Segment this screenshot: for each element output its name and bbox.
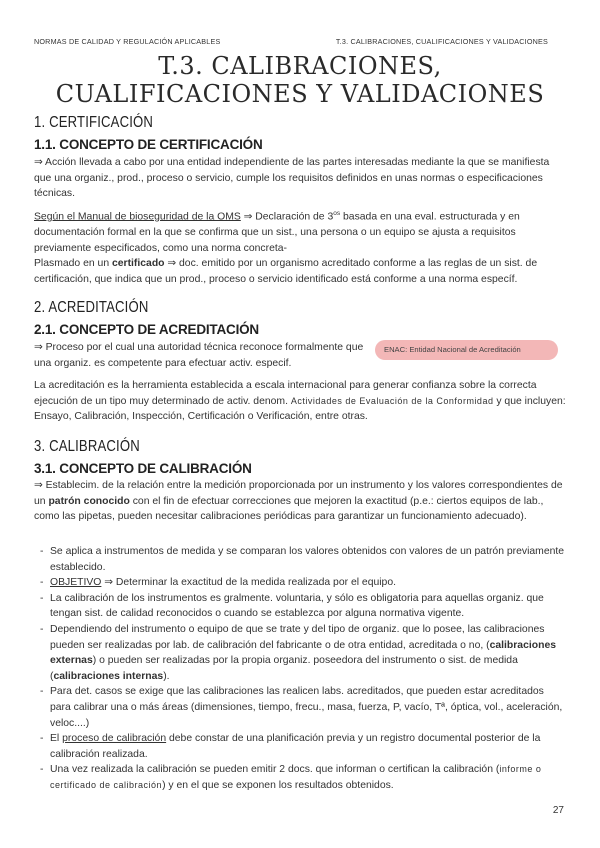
subsection-heading-concepto-acreditacion: 2.1. CONCEPTO DE ACREDITACIÓN: [34, 322, 259, 337]
objetivo-term: OBJETIVO: [50, 577, 102, 589]
paragraph-certificacion-definition: ⇒ Acción llevada a cabo por una entidad independiente de las partes interesadas mediante la que se manifiesta que una organiz., prod., proceso o servicio, cumple los requisitos definidos en unas normas o especificaciones técnicas.: [34, 157, 550, 200]
paragraph-acreditacion-herramienta: La acreditación es la herramienta establecida a escala internacional para generar confianza sobre la correcta ejecución de un tipo muy determinado de activ. denom. Actividades de Evaluación de la Conformidad y que incluyen: Ensayo, Calibración, Inspección, Certificación o Verificación, entre otras.: [34, 380, 566, 423]
list-item: - Una vez realizada la calibración se pueden emitir 2 docs. que informan o certifican la calibración (informe o certificado de calibración) y en el que se exponen los resultados obtenidos.: [34, 762, 566, 793]
paragraph-oms-definition: Según el Manual de bioseguridad de la OMS ⇒ Declaración de $3^{os}$ basada en una eval. estructurada y en documentación formal en la que se confirma que un sist., una persona o un equipo se ajusta a requisitos previamente especificados, como una norma concreta-: [34, 210, 520, 254]
list-item: - OBJETIVO ⇒ Determinar la exactitud de la medida realizada por el equipo.: [34, 575, 566, 591]
page-number: 27: [552, 805, 564, 816]
list-item: - Para det. casos se exige que las calibraciones las realicen labs. acreditados, que pueden estar acreditados para calibrar una o más áreas (dimensiones, tiempo, frecu., masa, fuerza, P, vacío, Tª, óptica, vol., aceleración, veloc....): [34, 684, 566, 731]
paragraph-calibracion-definition: ⇒ Establecim. de la relación entre la medición proporcionada por un instrumento y los valores correspondientes de un patrón conocido con el fin de efectuar correcciones que mejoren la exactitud (p.e.: ciertos equipos de lab., como las pipetas, pueden necesitar calibraciones periódicas para garantizar un funcionamiento adecuado).: [34, 480, 563, 523]
actividades-evaluacion-term: Actividades de Evaluación de la Conformidad: [290, 395, 494, 406]
calibracion-bullet-list: [34, 544, 566, 794]
section-heading-certificacion: 1. CERTIFICACIÓN: [34, 114, 154, 131]
list-item: - Dependiendo del instrumento o equipo de que se trate y del tipo de organiz. que lo posee, las calibraciones pueden ser realizadas por lab. de calibración del fabricante o de otra entidad, acreditada o no, (calibraciones externas) o pueden ser realizadas por la propia organiz. poseedora del instrumento o sist. de medida (calibraciones internas).: [34, 622, 566, 684]
enac-highlight-note: ENAC: Entidad Nacional de Acreditación: [375, 340, 558, 360]
running-header-left: NORMAS DE CALIDAD Y REGULACIÓN APLICABLES: [34, 37, 221, 46]
list-item: - Se aplica a instrumentos de medida y se comparan los valores obtenidos con valores de un patrón previamente establecido.: [34, 544, 566, 575]
certificado-term: certificado: [111, 258, 165, 269]
section-heading-acreditacion: 2. ACREDITACIÓN: [34, 299, 149, 316]
section-heading-calibracion: 3. CALIBRACIÓN: [34, 438, 140, 455]
oms-manual-reference: Según el Manual de bioseguridad de la OMS: [34, 211, 241, 223]
subsection-heading-concepto-certificacion: 1.1. CONCEPTO DE CERTIFICACIÓN: [34, 137, 263, 152]
list-item: - El proceso de calibración debe constar de una planificación previa y un registro documental posterior de la calibración realizada.: [34, 731, 566, 762]
list-item: - La calibración de los instrumentos es gralmente. voluntaria, y sólo es obligatoria para aquellas organiz. que tengan sist. de calidad reconocidos o cuando se establezca por alguna normativa vigente.: [34, 591, 566, 622]
paragraph-acreditacion-definition: ⇒ Proceso por el cual una autoridad técnica reconoce formalmente que una organiz. es competente para efectuar activ. especif.: [34, 342, 364, 369]
patron-conocido-term: patrón conocido: [48, 495, 130, 507]
page-title: T.3. CALIBRACIONES, CUALIFICACIONES Y VALIDACIONES: [55, 52, 545, 108]
subsection-heading-concepto-calibracion: 3.1. CONCEPTO DE CALIBRACIÓN: [34, 461, 252, 476]
running-header-right: T.3. CALIBRACIONES, CUALIFICACIONES Y VALIDACIONES: [335, 37, 548, 46]
paragraph-certificado: Plasmado en un certificado ⇒ doc. emitido por un organismo acreditado conforme a las reglas de un sist. de certificación, que indica que un prod., proceso o servicio identificado está conforme a una norma específ.: [34, 258, 538, 285]
proceso-calibracion-term: proceso de calibración: [62, 733, 167, 745]
